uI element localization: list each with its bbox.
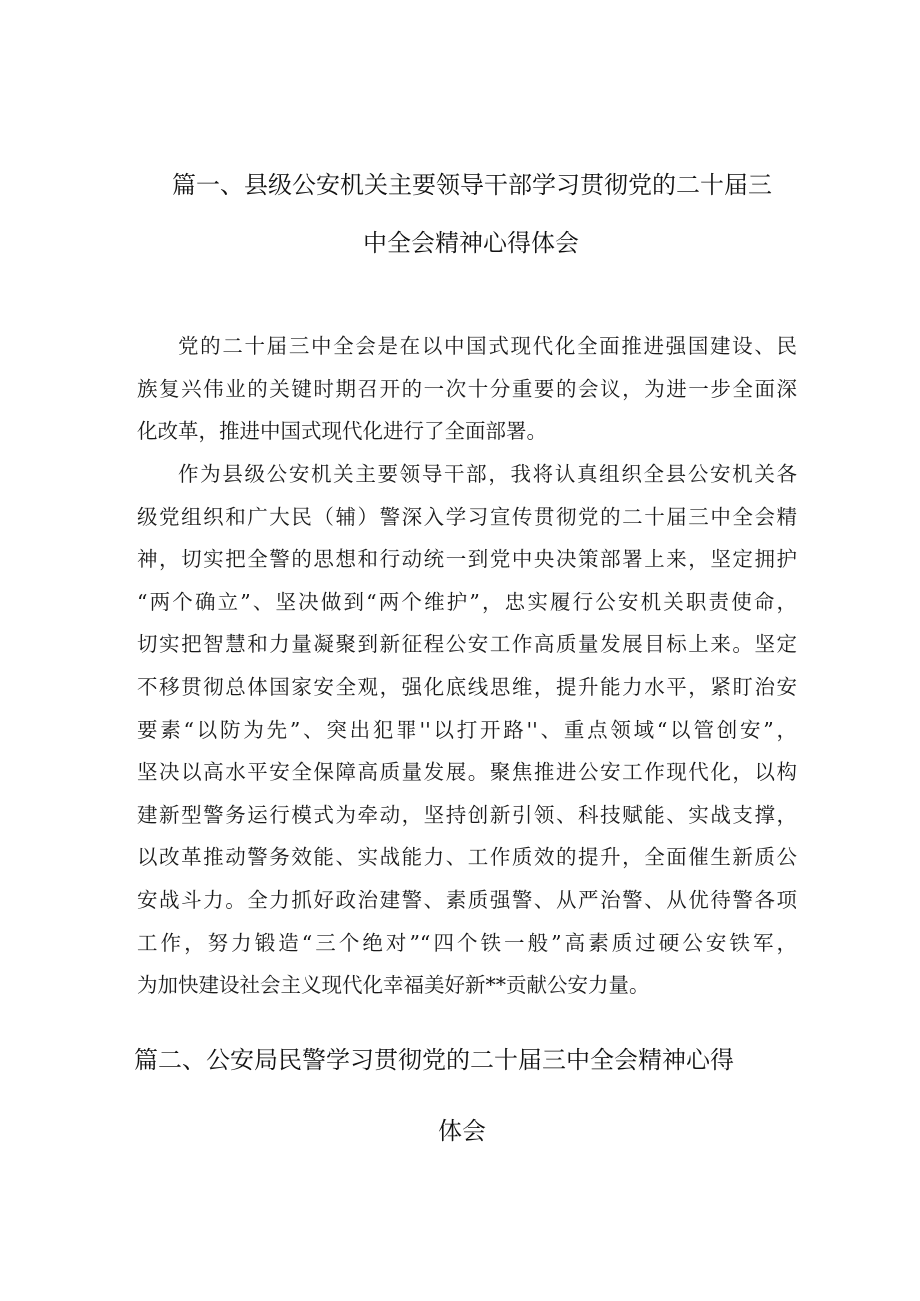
paragraph-two-line: 级党组织和广大民（辅）警深入学习宣传贯彻党的二十届三中全会精	[137, 504, 797, 529]
heading-one-line-2: 中全会精神心得体会	[363, 229, 579, 257]
paragraph-two-line: 坚决以高水平安全保障高质量发展。聚焦推进公安工作现代化，以构	[137, 760, 797, 785]
paragraph-two-line: 建新型警务运行模式为牵动，坚持创新引领、科技赋能、实战支撑，	[137, 802, 797, 827]
heading-one-line-1: 篇一、县级公安机关主要领导干部学习贯彻党的二十届三	[172, 171, 772, 199]
paragraph-two-line: “两个确立”、坚决做到“两个维护”，忠实履行公安机关职责使命，	[137, 589, 797, 614]
paragraph-two-line: 作为县级公安机关主要领导干部，我将认真组织全县公安机关各	[178, 462, 797, 486]
paragraph-two-line: 切实把智慧和力量凝聚到新征程公安工作高质量发展目标上来。坚定	[137, 632, 797, 657]
paragraph-two	[137, 453, 797, 1007]
heading-two-line-2: 体会	[438, 1117, 486, 1145]
paragraph-one-line: 党的二十届三中全会是在以中国式现代化全面推进强国建设、民	[178, 334, 797, 358]
paragraph-two-line: 为加快建设社会主义现代化幸福美好新**贡献公安力量。	[137, 973, 650, 998]
paragraph-one-line: 族复兴伟业的关键时期召开的一次十分重要的会议，为进一步全面深	[137, 376, 797, 401]
paragraph-two-line: 以改革推动警务效能、实战能力、工作质效的提升，全面催生新质公	[137, 845, 797, 870]
heading-two-line-1: 篇二、公安局民警学习贯彻党的二十届三中全会精神心得	[134, 1046, 734, 1074]
paragraph-one-line: 化改革，推进中国式现代化进行了全面部署。	[137, 419, 547, 444]
paragraph-two-line: 不移贯彻总体国家安全观，强化底线思维，提升能力水平，紧盯治安	[137, 674, 797, 699]
paragraph-two-line: 安战斗力。全力抓好政治建警、素质强警、从严治警、从优待警各项	[137, 887, 797, 912]
paragraph-two-line: 神，切实把全警的思想和行动统一到党中央决策部署上来，坚定拥护	[137, 547, 797, 572]
paragraph-two-line: 要素“以防为先”、突出犯罪''以打开路''、重点领域“以管创安”，	[137, 717, 797, 742]
paragraph-two-line: 工作，努力锻造“三个绝对”“四个铁一般”高素质过硬公安铁军，	[137, 930, 797, 955]
paragraph-one	[137, 325, 797, 453]
